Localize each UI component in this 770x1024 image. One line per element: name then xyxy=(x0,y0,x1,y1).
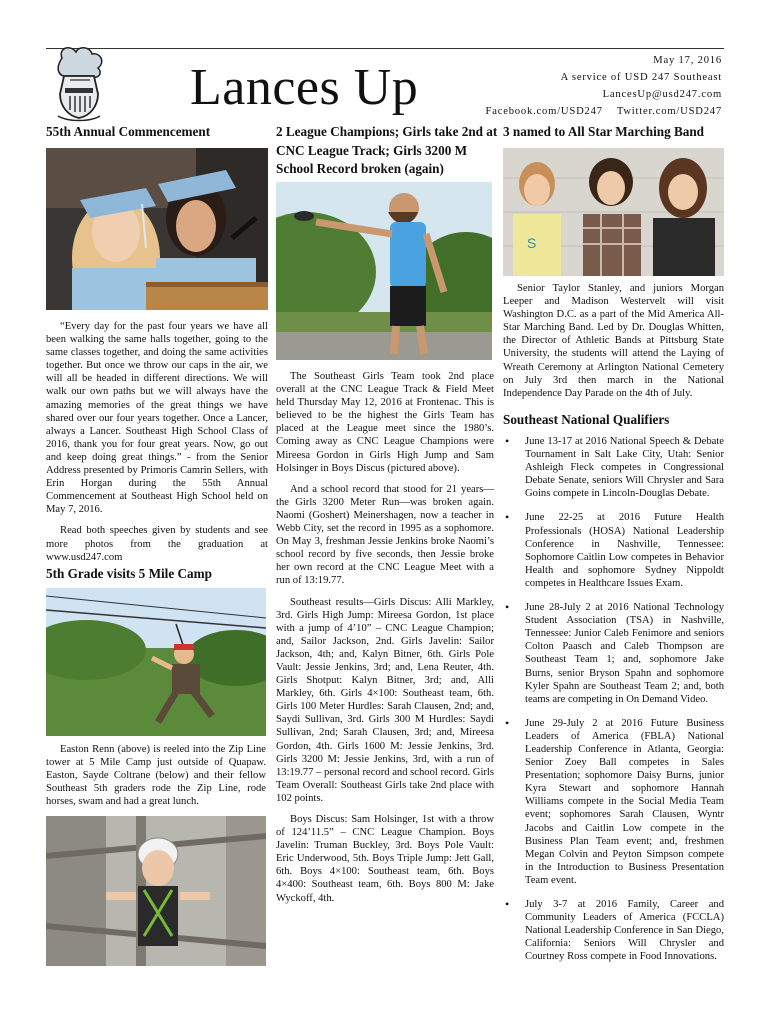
email-link[interactable]: LancesUp@usd247.com xyxy=(602,89,722,100)
band-heading: 3 named to All Star Marching Band xyxy=(503,124,705,139)
knight-helmet-icon xyxy=(48,44,110,124)
qualifier-item: • June 29-July 2 at 2016 Future Business Leaders of America (FBLA) National Leadership Conference in Atlanta, Georgia: Senior Zoey Ball competes in Sales Presentation; sophomore Daisy Burns, junior Kyra Stewart and sophomore Hannah Williams compete in the Social Media Team event; sophomores Sarah Clausen, Wyntr Jacobs and Caitlin Low compete in the Business Plan Team event; and, freshmen Megan Colvin and Peyton Simpson compete in the Introduction to Business Presentation Team event. xyxy=(503,717,724,887)
band-photo xyxy=(503,148,724,276)
commencement-quote: “Every day for the past four years we have all been walking the same halls together, going to the same classes together, and doing the same activities together. But once we throw our caps in the air, we will all be headed in different directions. We will walk our own paths but we will always have the amazing memories of the great things we have shared over our four years together. Once a Lancer, always a Lancer. Southeast High School Class of 2016, thank you for four great years. Now, go out and keep doing great things.” - from the Senior Address presented by Primoris Camrin Sellers, with Erin Horgan during the 55th Annual Commencement at Southeast High School held on May 7, 2016. xyxy=(46,321,268,516)
qualifier-item: • July 3-7 at 2016 Family, Career and Community Leaders of America (FCCLA) National Leadership Conference in San Diego, California: Seniors Will Chrysler and Courtney Ross compete in Food Innovations. xyxy=(503,898,724,963)
knight-logo xyxy=(48,44,110,124)
track-p1: The Southeast Girls Team took 2nd place overall at the CNC League Track & Field Meet held Thursday May 12, 2016 at Frontenac. This is believed to be the highest the Girls Team has placed at the League meet since the 1980’s. Coming away as CNC League Champions were Mireesa Gordon in Girls High Jump and Sam Holsinger in Boys Discus (pictured above). xyxy=(276,371,494,474)
svg-text:S: S xyxy=(527,235,537,251)
band-article xyxy=(503,282,724,408)
fifth-grade-heading: 5th Grade visits 5 Mile Camp xyxy=(46,566,212,581)
tower-photo xyxy=(46,816,266,966)
masthead-title: Lances Up xyxy=(190,59,419,116)
masthead-info xyxy=(486,52,722,120)
zipline-photo xyxy=(46,588,266,736)
qualifiers-heading: Southeast National Qualifiers xyxy=(503,412,670,427)
qualifiers-list xyxy=(503,435,724,963)
qualifier-item: • June 13-17 at 2016 National Speech & Debate Tournament in Salt Lake City, Utah: Senior Ashleigh Fleck competes in Congressional Debate Senate, seniors Will Chrysler and Sara Goins compete in Lincoln-Douglas Debate. xyxy=(503,435,724,500)
qualifier-item: • June 22-25 at 2016 Future Health Professionals (HOSA) National Leadership Conference in Nashville, Tennessee: Sophomore Caitlin Low competes in Behavior Health and sophomore Sydney Nippoldt competes in Healthcare Issues Exam. xyxy=(503,511,724,590)
masthead-rule xyxy=(46,48,724,49)
track-p2: And a school record that stood for 21 years—the Girls 3200 Meter Run—was broken again. Naomi (Goshert) Meinershagen, now a teacher in Webb City, set the record in 1995 as a sophomore. On May 3, freshman Jessie Jenkins broke Naomi’s school record by five seconds, then Jessie broke her own record at the CNC League Meet with a run of 13:19.77. xyxy=(276,483,494,587)
discus-photo xyxy=(276,182,492,360)
service-line: A service of USD 247 Southeast xyxy=(560,72,722,83)
band-p1: Senior Taylor Stanley, and juniors Morgan Leeper and Madison Westervelt will visit Washington D.C. as a part of the Mid America All-Star Marching Band. Led by Dr. Douglas Whitten, the Director of Athletic Bands at Pittsburg State University, the students will attend the Laying of Wreath Ceremony at Arlington National Cemetery on July 3rd then march in the National Independence Day Parade on the 4th of July. xyxy=(503,283,724,399)
zipline-caption: Easton Renn (above) is reeled into the Zip Line tower at 5 Mile Camp just outside of Quapaw. Easton, Sayde Coltrane (below) and their fellow Southeast 5th graders rode the Zip Line, rode horses, swam and had a great lunch. xyxy=(46,744,266,808)
facebook-link[interactable]: Facebook.com/USD247 xyxy=(485,106,603,117)
commencement-photo xyxy=(46,148,268,310)
track-heading: 2 League Champions; Girls take 2nd at CNC League Track; Girls 3200 M School Record broken (again) xyxy=(276,124,498,176)
issue-date: May 17, 2016 xyxy=(653,55,722,66)
social-links xyxy=(486,103,722,120)
qualifiers-list-wrap xyxy=(503,435,724,974)
track-p3: Southeast results—Girls Discus: Alli Markley, 3rd. Girls High Jump: Mireesa Gordon, 1st place with a jump of 4’10” – CNC League Champion; and, Sailor Jackson, 2nd. Girls Javelin: Sailor Jackson, 4th; and, Kalyn Bitner, 6th. Girls Pole Vault: Jessie Jenkins, 3rd; and, Lena Reuter, 4th. Girls Shotput: Kalyn Bitner, 3rd; and, Alli Markley, 6th. Girls 4×100: Southeast team, 6th. Girls 100 Meter Hurdles: Sarah Clausen, 2nd; and, Saydi Sullivan, 3rd. Girls 300 M Hurdles: Saydi Sullivan, 2nd; Sarah Clausen, 3rd; and, Mireesa Gordon, 4th. Girls 1600 M: Jessie Jenkins, 3rd. Girls 3200 M: Jessie Jenkins, 3rd, with a run of 13:19.77 – personal record and school record. Girls Team Overall: Southeast Girls take 2nd place with 102 points. xyxy=(276,596,494,804)
qualifier-item: • June 28-July 2 at 2016 National Technology Student Association (TSA) in Nashville, Tennessee: Junior Caleb Fenimore and seniors Colton Paasch and Caleb Thompson are Southeast Team 1; and, sophomore Jake Burns, senior Bryson Spahn and sophomore Kyler Spahn are Southeast Team 2; and, both teams are competing in On Demand Video. xyxy=(503,601,724,706)
commencement-article xyxy=(46,320,268,572)
speeches-note: Read both speeches given by students and see more photos from the graduation at www.usd247.com xyxy=(46,525,268,563)
track-p4: Boys Discus: Sam Holsinger, 1st with a throw of 124’11.5” – CNC League Champion. Boys Javelin: Truman Buckley, 3rd. Boys Pole Vault: Eric Underwood, 5th. Boys Triple Jump: Jett Gall, 6th. Boys 4×100: Southeast team, 6th. Boys 4×400: Southeast team, 6th. Boys 800 M: Jake Wyckoff, 4th. xyxy=(276,814,494,904)
twitter-link[interactable]: Twitter.com/USD247 xyxy=(616,106,722,117)
commencement-heading: 55th Annual Commencement xyxy=(46,124,211,139)
track-article xyxy=(276,370,494,913)
